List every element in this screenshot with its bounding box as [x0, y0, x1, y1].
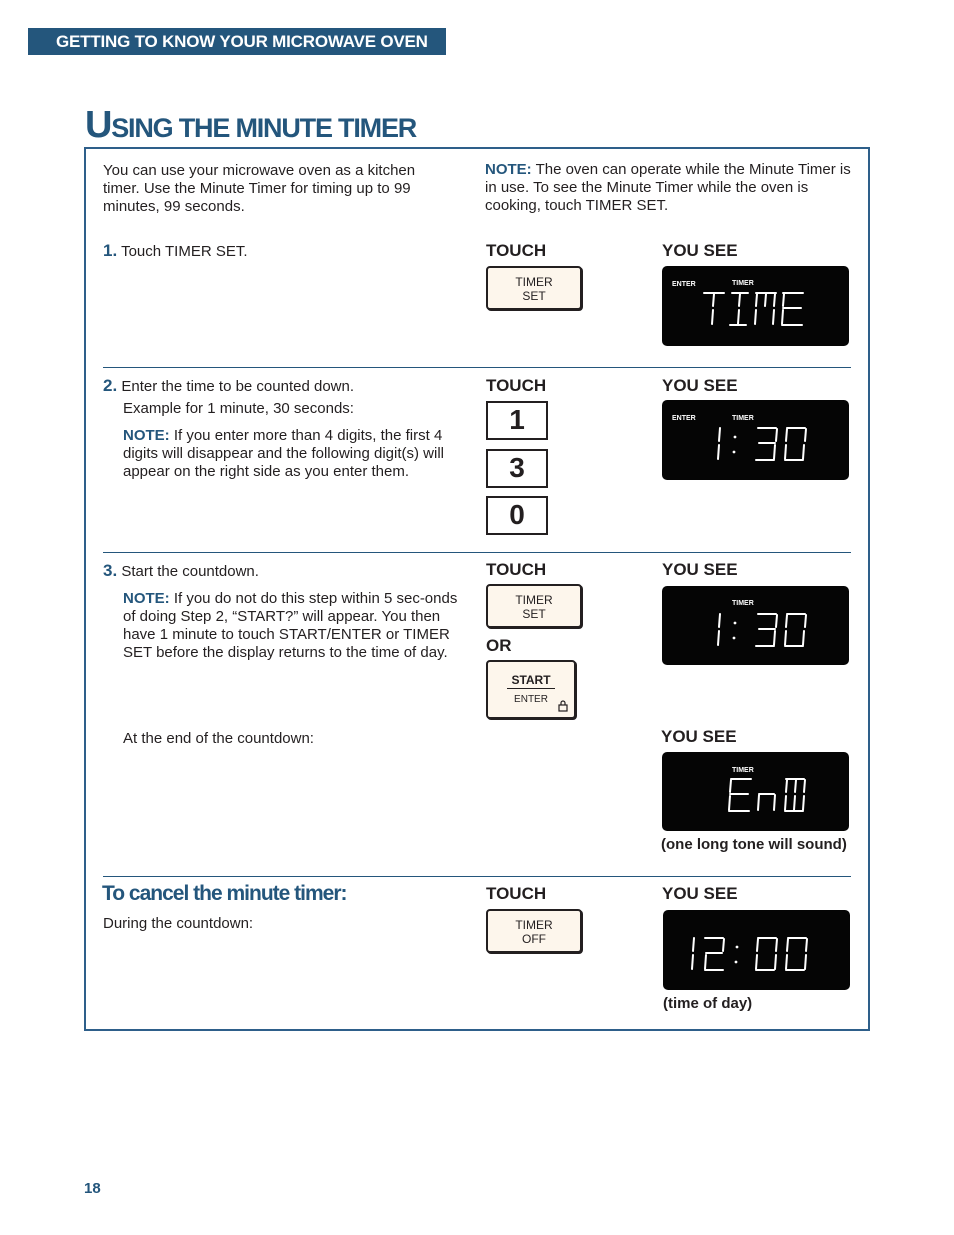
key-line-2: SET — [522, 607, 546, 621]
note-text: If you enter more than 4 digits, the first 4 digits will disappear and the following digit(s) will appear on the right side as you enter them. — [123, 427, 444, 480]
step-text: Start the countdown. — [121, 563, 259, 580]
time-of-day-caption: (time of day) — [663, 995, 753, 1012]
segment-readout — [662, 266, 849, 346]
lock-icon — [558, 700, 568, 712]
intro-text: You can use your microwave oven as a kitchen timer. Use the Minute Timer for timing up to 99 minutes, 99 seconds. — [103, 162, 416, 215]
step-number: 1. — [103, 241, 118, 260]
timer-indicator: TIMER — [732, 767, 754, 774]
touch-heading: TOUCH — [486, 376, 547, 395]
start-enter-key[interactable] — [486, 660, 576, 719]
timer-set-key[interactable] — [486, 584, 582, 628]
segment-readout — [662, 586, 849, 665]
note-text: The oven can operate while the Minute Timer is in use. To see the Minute Timer while the oven is cooking, touch TIMER SET. — [485, 161, 851, 214]
note-text: If you do not do this step within 5 sec-onds of doing Step 2, “START?” will appear. You then have 1 minute to touch START/ENTER or TIMER SET before the display returns to the time of day. — [123, 590, 458, 661]
enter-indicator: ENTER — [672, 281, 696, 288]
key-line-2: OFF — [522, 932, 546, 946]
divider — [103, 552, 851, 553]
key-line-1: START — [507, 673, 555, 689]
display-1-30 — [662, 400, 849, 480]
display-time — [662, 266, 849, 346]
you-see-heading: YOU SEE — [661, 727, 737, 746]
or-label: OR — [486, 636, 512, 655]
number-key-0[interactable]: 0 — [486, 496, 548, 535]
step-number: 2. — [103, 376, 118, 395]
section-banner: GETTING TO KNOW YOUR MICROWAVE OVEN — [28, 28, 446, 55]
touch-heading: TOUCH — [486, 241, 547, 260]
segment-readout — [663, 910, 850, 990]
you-see-heading: YOU SEE — [662, 241, 738, 260]
note-label: NOTE: — [485, 161, 532, 178]
segment-readout — [662, 752, 849, 831]
display-1-30-countdown — [662, 586, 849, 665]
cancel-heading: To cancel the minute timer: — [102, 882, 347, 905]
you-see-heading: YOU SEE — [662, 376, 738, 395]
timer-indicator: TIMER — [732, 280, 754, 287]
step-text: Enter the time to be counted down. — [121, 378, 355, 395]
display-time-of-day — [663, 910, 850, 990]
key-line-1: TIMER — [515, 918, 553, 932]
step-3-note — [123, 590, 461, 662]
cancel-text: During the countdown: — [103, 915, 254, 932]
segment-readout — [662, 400, 849, 480]
step-1 — [103, 242, 248, 261]
touch-heading: TOUCH — [486, 884, 547, 903]
touch-heading: TOUCH — [486, 560, 547, 579]
timer-indicator: TIMER — [732, 600, 754, 607]
key-line-1: TIMER — [515, 593, 553, 607]
key-line-1: TIMER — [515, 275, 553, 289]
enter-indicator: ENTER — [672, 415, 696, 422]
you-see-heading: YOU SEE — [662, 884, 738, 903]
timer-set-key[interactable] — [486, 266, 582, 310]
note-label: NOTE: — [123, 427, 170, 444]
title-initial: U — [85, 104, 112, 146]
timer-indicator: TIMER — [732, 415, 754, 422]
end-caption: (one long tone will sound) — [661, 836, 847, 853]
timer-off-key[interactable] — [486, 909, 582, 953]
you-see-heading: YOU SEE — [662, 560, 738, 579]
key-line-2: ENTER — [514, 694, 548, 705]
step-2 — [103, 377, 354, 396]
page-number: 18 — [84, 1180, 101, 1197]
end-of-countdown-text: At the end of the countdown: — [123, 730, 314, 747]
step-2-example: Example for 1 minute, 30 seconds: — [123, 400, 354, 417]
step-number: 3. — [103, 561, 118, 580]
title-rest: SING THE MINUTE TIMER — [111, 113, 417, 143]
note-label: NOTE: — [123, 590, 170, 607]
step-text: Touch TIMER SET. — [121, 243, 248, 260]
step-3 — [103, 562, 259, 581]
intro-note — [485, 161, 855, 215]
number-key-3[interactable]: 3 — [486, 449, 548, 488]
page-title — [85, 104, 416, 147]
display-end — [662, 752, 849, 831]
step-2-note — [123, 427, 458, 481]
number-key-1[interactable]: 1 — [486, 401, 548, 440]
divider — [103, 876, 851, 877]
divider — [103, 367, 851, 368]
key-line-2: SET — [522, 289, 546, 303]
